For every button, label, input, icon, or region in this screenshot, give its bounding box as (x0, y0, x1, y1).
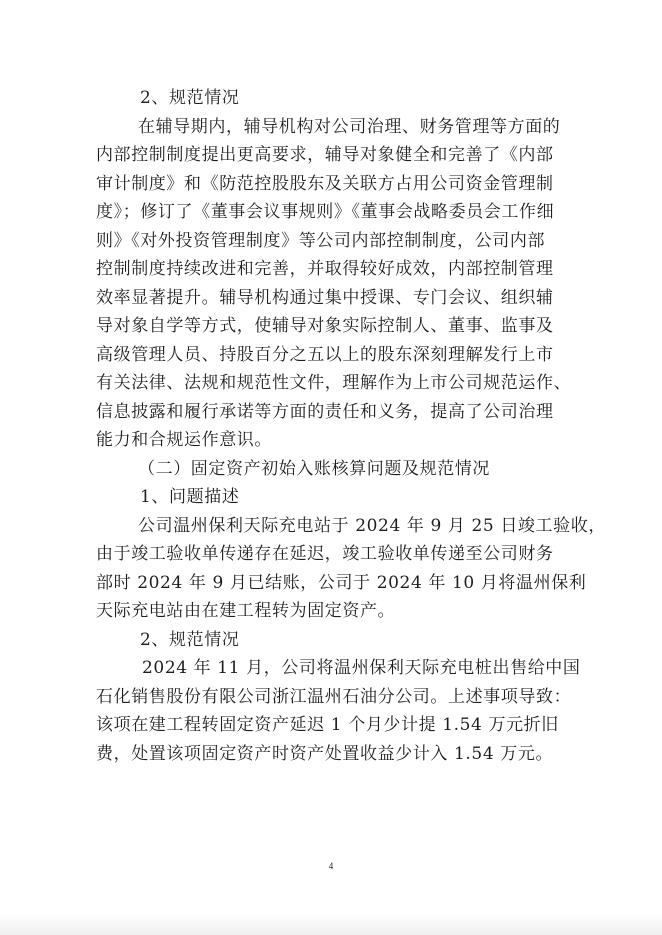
paragraph-line: 审计制度》和《防范控股股东及关联方占用公司资金管理制 (96, 173, 554, 194)
paragraph-line: 控制制度持续改进和完善，并取得较好成效，内部控制管理 (96, 259, 554, 279)
page-number: 4 (328, 861, 334, 871)
paragraph-line: 能力和合规运作意识。 (96, 430, 272, 450)
paragraph-line: 导对象自学等方式，使辅导对象实际控制人、董事、监事及 (96, 316, 554, 336)
paragraph-line: 由于竣工验收单传递存在延迟，竣工验收单传递至公司财务 (96, 544, 554, 564)
section-heading: 1、问题描述 (140, 487, 240, 507)
section-heading: 2、规范情况 (140, 88, 240, 108)
paragraph-line: 度》；修订了《董事会议事规则》《董事会战略委员会工作细 (96, 202, 555, 222)
paragraph-line: 效率显著提升。辅导机构通过集中授课、专门会议、组织辅 (96, 287, 554, 308)
document-body (96, 84, 606, 768)
paragraph-line: 费，处置该项固定资产时资产处置收益少计入 1.54 万元。 (96, 743, 554, 764)
paragraph-line: 在辅导期内，辅导机构对公司治理、财务管理等方面的 (138, 116, 561, 137)
paragraph-line: 2024 年 11 月，公司将温州保利天际充电桩出售给中国 (142, 658, 581, 678)
paragraph-line: 天际充电站由在建工程转为固定资产。 (96, 601, 396, 621)
paragraph-line: 部时 2024 年 9 月已结账，公司于 2024 年 10 月将温州保利 (96, 572, 587, 593)
scan-shadow (0, 913, 662, 935)
subsection-heading: （二）固定资产初始入账核算问题及规范情况 (138, 458, 490, 479)
paragraph-line: 内部控制制度提出更高要求，辅导对象健全和完善了《内部 (96, 145, 554, 165)
paragraph-line: 有关法律、法规和规范性文件，理解作为上市公司规范运作、 (96, 373, 572, 393)
paragraph-line: 石化销售股份有限公司浙江温州石油分公司。上述事项导致： (96, 686, 572, 707)
paragraph-line: 信息披露和履行承诺等方面的责任和义务，提高了公司治理 (96, 401, 554, 422)
paragraph-line: 则》《对外投资管理制度》等公司内部控制制度，公司内部 (96, 230, 546, 251)
paragraph-line: 高级管理人员、持股百分之五以上的股东深刻理解发行上市 (96, 344, 554, 365)
paragraph-line: 该项在建工程转固定资产延迟 1 个月少计提 1.54 万元折旧 (96, 715, 559, 735)
section-heading: 2、规范情况 (140, 629, 240, 650)
paragraph-line: 公司温州保利天际充电站于 2024 年 9 月 25 日竣工验收， (138, 515, 606, 536)
